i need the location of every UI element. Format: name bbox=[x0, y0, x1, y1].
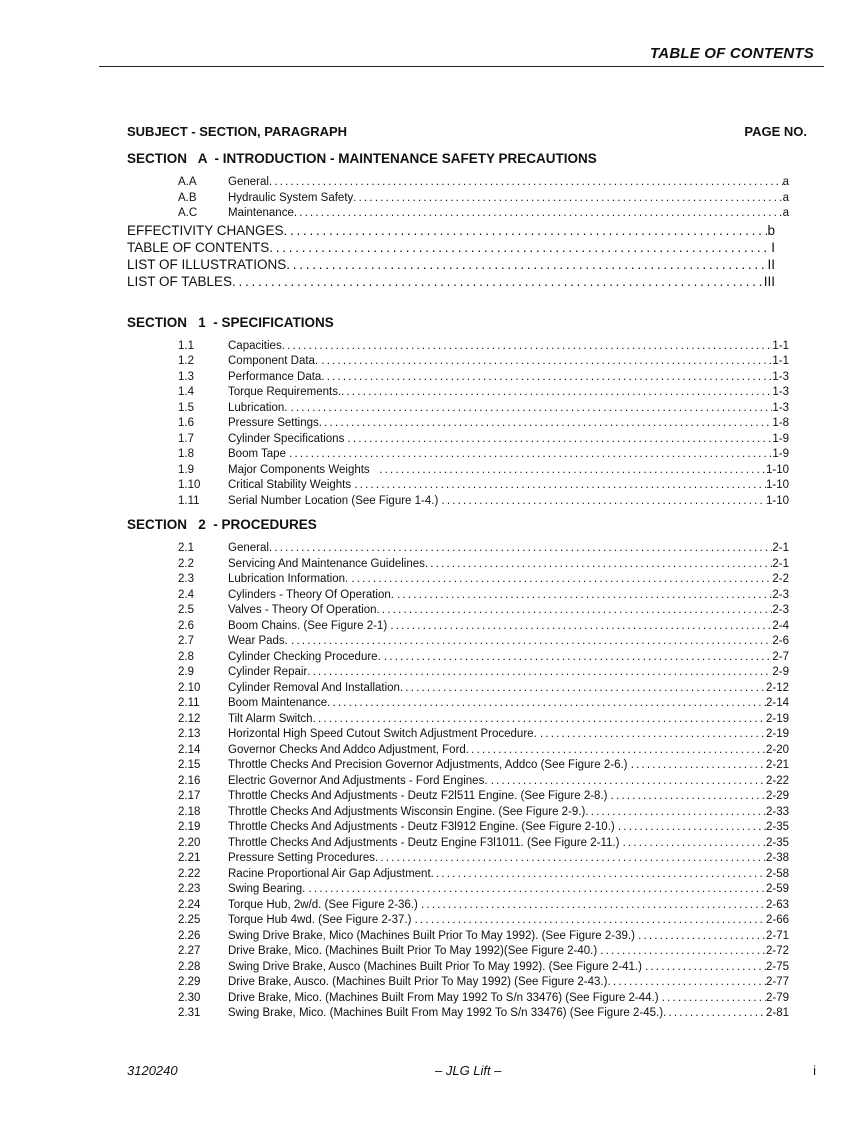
toc-entry-page: a bbox=[782, 191, 789, 204]
dot-leader bbox=[269, 239, 771, 256]
dot-leader bbox=[351, 572, 772, 588]
toc-entry[interactable] bbox=[127, 960, 789, 976]
section-1-heading: SECTION 1 - SPECIFICATIONS bbox=[127, 314, 334, 330]
toc-entry-page: 2-21 bbox=[765, 759, 789, 771]
toc-entry-page: III bbox=[763, 273, 775, 289]
toc-entry-page: 2-7 bbox=[772, 650, 789, 663]
toc-entry-number: 2.2 bbox=[178, 557, 194, 570]
toc-entry[interactable] bbox=[127, 339, 789, 355]
header-title: TABLE OF CONTENTS bbox=[650, 45, 814, 62]
dot-leader bbox=[284, 222, 768, 239]
toc-entry[interactable] bbox=[127, 206, 789, 222]
toc-entry-label: LIST OF TABLES bbox=[127, 273, 233, 289]
dot-leader bbox=[611, 789, 766, 805]
section-a-items bbox=[127, 175, 807, 222]
column-headings bbox=[127, 124, 807, 140]
page-column-heading: PAGE NO. bbox=[744, 124, 807, 139]
toc-entry[interactable] bbox=[127, 401, 789, 417]
toc-entry-page: 2-6 bbox=[772, 635, 789, 647]
toc-front-matter-entry[interactable] bbox=[127, 273, 775, 290]
toc-entry-number: 2.29 bbox=[178, 976, 201, 988]
toc-entry-number: 2.28 bbox=[178, 960, 201, 973]
toc-entry[interactable] bbox=[127, 432, 789, 448]
toc-entry-number: 2.6 bbox=[178, 619, 194, 632]
toc-entry-number: 1.6 bbox=[178, 417, 194, 429]
toc-entry-label: Torque Requirements. bbox=[228, 386, 342, 398]
toc-entry-page: 1-9 bbox=[772, 432, 789, 445]
toc-entry-label: Cylinder Removal And Installation bbox=[228, 681, 400, 694]
dot-leader bbox=[645, 960, 766, 976]
toc-entry-page: 2-81 bbox=[765, 1007, 789, 1019]
document-number: 3120240 bbox=[127, 1063, 178, 1078]
dot-leader bbox=[341, 385, 772, 401]
dot-leader bbox=[491, 774, 766, 790]
toc-entry-number: 2.20 bbox=[178, 836, 201, 849]
toc-entry-label: Boom Chains. (See Figure 2-1) bbox=[228, 619, 391, 632]
toc-entry[interactable] bbox=[127, 696, 789, 712]
toc-entry-page: 2-9 bbox=[772, 666, 789, 678]
toc-entry-number: A.B bbox=[178, 191, 197, 204]
toc-entry-label: Throttle Checks And Adjustments - Deutz Engine F3l1011. (See Figure 2-11.) bbox=[228, 836, 623, 849]
toc-entry[interactable] bbox=[127, 416, 789, 432]
toc-entry-number: 1.4 bbox=[178, 386, 194, 398]
toc-entry[interactable] bbox=[127, 944, 789, 960]
dot-leader bbox=[269, 541, 772, 557]
dot-leader bbox=[638, 929, 766, 945]
toc-entry-page: 2-2 bbox=[772, 573, 789, 585]
toc-entry-label: Cylinder Specifications bbox=[228, 432, 348, 445]
toc-entry-number: 1.9 bbox=[178, 463, 194, 476]
toc-entry-page: 2-38 bbox=[765, 852, 789, 864]
toc-entry-page: 2-19 bbox=[765, 728, 789, 740]
dot-leader bbox=[294, 206, 783, 222]
dot-leader bbox=[662, 991, 766, 1007]
toc-entry-page: II bbox=[767, 256, 775, 272]
toc-entry[interactable] bbox=[127, 681, 789, 697]
toc-entry-number: 2.4 bbox=[178, 588, 194, 601]
toc-entry-label: Drive Brake, Mico. (Machines Built Prior To May 1992)(See Figure 2-40.) bbox=[228, 945, 601, 957]
toc-entry-number: 2.23 bbox=[178, 883, 201, 895]
toc-entry-label: Pressure Setting Procedures bbox=[228, 852, 376, 864]
toc-entry[interactable] bbox=[127, 665, 789, 681]
header-divider bbox=[99, 66, 824, 67]
toc-entry-number: 1.3 bbox=[178, 370, 194, 383]
toc-entry-label: Swing Brake, Mico. (Machines Built From May 1992 To S/n 33476) (See Figure 2-45.) bbox=[228, 1007, 664, 1019]
toc-entry-label: General bbox=[228, 176, 269, 188]
toc-entry-label: Capacities bbox=[228, 339, 282, 352]
toc-entry-number: 2.9 bbox=[178, 666, 194, 678]
dot-leader bbox=[623, 836, 766, 852]
toc-entry-number: 2.24 bbox=[178, 898, 201, 911]
toc-entry[interactable] bbox=[127, 354, 789, 370]
toc-entry-label: LIST OF ILLUSTRATIONS bbox=[127, 256, 287, 272]
dot-leader bbox=[466, 743, 766, 759]
toc-entry-label: Racine Proportional Air Gap Adjustment bbox=[228, 867, 431, 880]
toc-entry-number: 1.2 bbox=[178, 355, 194, 367]
toc-entry-number: 1.7 bbox=[178, 432, 194, 445]
toc-entry[interactable] bbox=[127, 634, 789, 650]
toc-entry[interactable] bbox=[127, 385, 789, 401]
toc-entry-page: 1-3 bbox=[772, 386, 789, 398]
toc-entry-label: Cylinders - Theory Of Operation. bbox=[228, 588, 398, 601]
toc-entry-label: Lubrication Information. bbox=[228, 573, 352, 585]
toc-entry-label: Wear Pads. bbox=[228, 635, 292, 647]
toc-entry-number: 1.5 bbox=[178, 401, 194, 414]
toc-entry-label: Valves - Theory Of Operation bbox=[228, 604, 377, 616]
toc-entry-number: 1.8 bbox=[178, 448, 194, 460]
toc-entry[interactable] bbox=[127, 463, 789, 479]
toc-entry[interactable] bbox=[127, 789, 789, 805]
toc-entry-number: 1.1 bbox=[178, 339, 194, 352]
toc-entry-label: Component Data. bbox=[228, 355, 322, 367]
toc-entry-page: 2-79 bbox=[765, 991, 789, 1004]
toc-entry-page: 1-10 bbox=[765, 494, 789, 507]
toc-entry-number: 2.1 bbox=[178, 542, 194, 554]
toc-entry-number: 2.16 bbox=[178, 774, 201, 787]
toc-entry[interactable] bbox=[127, 1006, 789, 1022]
dot-leader bbox=[321, 370, 772, 386]
toc-entry[interactable] bbox=[127, 447, 789, 463]
dot-leader bbox=[415, 913, 766, 929]
toc-front-matter-entry[interactable] bbox=[127, 239, 775, 256]
toc-entry-page: a bbox=[782, 176, 789, 188]
toc-entry-label: Performance Data bbox=[228, 370, 322, 383]
toc-entry-label: Major Components Weights bbox=[228, 463, 380, 476]
toc-entry[interactable] bbox=[127, 898, 789, 914]
dot-leader bbox=[377, 603, 773, 619]
dot-leader bbox=[307, 665, 772, 681]
toc-entry-label: Pressure Settings bbox=[228, 417, 319, 429]
toc-entry[interactable] bbox=[127, 774, 789, 790]
dot-leader bbox=[291, 634, 772, 650]
dot-leader bbox=[607, 975, 766, 991]
dot-leader bbox=[379, 463, 766, 479]
toc-entry-label: Critical Stability Weights bbox=[228, 479, 355, 491]
toc-entry[interactable] bbox=[127, 191, 789, 207]
toc-entry-page: I bbox=[771, 239, 775, 255]
dot-leader bbox=[321, 354, 772, 370]
toc-entry[interactable] bbox=[127, 175, 789, 191]
toc-entry-label: Maintenance bbox=[228, 207, 294, 219]
dot-leader bbox=[384, 650, 772, 666]
toc-entry-number: 2.31 bbox=[178, 1007, 201, 1019]
toc-entry-page: 2-77 bbox=[765, 976, 789, 988]
toc-body bbox=[127, 124, 807, 1022]
toc-entry[interactable] bbox=[127, 758, 789, 774]
toc-entry-page: b bbox=[767, 222, 775, 238]
toc-entry-number: 1.10 bbox=[178, 479, 201, 491]
toc-entry-number: 2.7 bbox=[178, 635, 194, 647]
toc-entry-label: Lubrication. bbox=[228, 401, 291, 414]
toc-entry-number: 2.10 bbox=[178, 681, 201, 694]
toc-entry-label: Cylinder Checking Procedure. bbox=[228, 650, 384, 663]
toc-entry-number: 2.27 bbox=[178, 945, 201, 957]
dot-leader bbox=[631, 758, 766, 774]
toc-entry-page: 2-33 bbox=[765, 805, 789, 818]
toc-entry-page: 1-3 bbox=[772, 401, 789, 414]
toc-entry[interactable] bbox=[127, 712, 789, 728]
toc-entry-page: 2-72 bbox=[765, 945, 789, 957]
toc-entry-page: 2-4 bbox=[772, 619, 789, 632]
toc-front-matter-entry[interactable] bbox=[127, 222, 775, 239]
toc-entry-number: 2.13 bbox=[178, 728, 201, 740]
toc-entry-label: Swing Drive Brake, Ausco (Machines Built Prior To May 1992). (See Figure 2-41.) bbox=[228, 960, 646, 973]
dot-leader bbox=[327, 696, 766, 712]
toc-entry-label: Throttle Checks And Adjustments - Deutz F3l912 Engine. (See Figure 2-10.) bbox=[228, 821, 618, 833]
dot-leader bbox=[400, 681, 766, 697]
toc-entry[interactable] bbox=[127, 370, 789, 386]
dot-leader bbox=[397, 588, 772, 604]
toc-entry-label: Servicing And Maintenance Guidelines bbox=[228, 557, 425, 570]
dot-leader bbox=[319, 416, 773, 432]
front-matter-items bbox=[127, 222, 807, 290]
toc-entry[interactable] bbox=[127, 588, 789, 604]
toc-entry-number: 2.21 bbox=[178, 852, 201, 864]
toc-entry-label: Torque Hub 4wd. (See Figure 2-37.) bbox=[228, 914, 415, 926]
toc-entry-page: 1-10 bbox=[765, 463, 789, 476]
toc-entry-page: 2-14 bbox=[765, 697, 789, 709]
toc-entry-page: 2-19 bbox=[765, 712, 789, 725]
toc-entry-label: Serial Number Location (See Figure 1-4.) bbox=[228, 494, 442, 507]
toc-entry[interactable] bbox=[127, 882, 789, 898]
dot-leader bbox=[286, 256, 767, 273]
toc-entry[interactable] bbox=[127, 929, 789, 945]
toc-entry[interactable] bbox=[127, 836, 789, 852]
toc-entry-page: 2-12 bbox=[765, 681, 789, 694]
toc-entry-number: 2.5 bbox=[178, 604, 194, 616]
toc-entry-number: 2.19 bbox=[178, 821, 201, 833]
toc-entry-number: 2.22 bbox=[178, 867, 201, 880]
toc-entry[interactable] bbox=[127, 975, 789, 991]
dot-leader bbox=[600, 944, 766, 960]
toc-entry-page: 2-71 bbox=[765, 929, 789, 942]
toc-entry-page: 2-35 bbox=[765, 821, 789, 833]
toc-entry-label: Electric Governor And Adjustments - Ford Engines. bbox=[228, 774, 491, 787]
toc-entry-label: General bbox=[228, 542, 269, 554]
toc-entry-page: 1-9 bbox=[772, 448, 789, 460]
dot-leader bbox=[431, 867, 766, 883]
dot-leader bbox=[353, 191, 782, 207]
toc-entry[interactable] bbox=[127, 820, 789, 836]
brand-name: – JLG Lift – bbox=[435, 1063, 502, 1078]
toc-entry-page: 2-66 bbox=[765, 914, 789, 926]
toc-entry[interactable] bbox=[127, 867, 789, 883]
dot-leader bbox=[442, 494, 766, 510]
toc-entry[interactable] bbox=[127, 913, 789, 929]
toc-entry-label: Cylinder Repair bbox=[228, 666, 308, 678]
dot-leader bbox=[663, 1006, 766, 1022]
dot-leader bbox=[291, 401, 773, 417]
toc-entry-label: Drive Brake, Mico. (Machines Built From May 1992 To S/n 33476) (See Figure 2-44.) bbox=[228, 991, 662, 1004]
toc-entry[interactable] bbox=[127, 572, 789, 588]
toc-entry-number: 2.11 bbox=[178, 697, 200, 709]
dot-leader bbox=[540, 727, 766, 743]
toc-entry-number: 2.8 bbox=[178, 650, 194, 663]
toc-entry-number: 2.12 bbox=[178, 712, 201, 725]
toc-entry-page: 1-8 bbox=[772, 417, 789, 429]
toc-entry[interactable] bbox=[127, 650, 789, 666]
toc-entry-page: 2-29 bbox=[765, 790, 789, 802]
dot-leader bbox=[421, 898, 766, 914]
toc-entry-label: EFFECTIVITY CHANGES bbox=[127, 222, 284, 238]
toc-entry-label: Throttle Checks And Adjustments - Deutz F2l511 Engine. (See Figure 2-8.) bbox=[228, 790, 611, 802]
toc-entry[interactable] bbox=[127, 743, 789, 759]
toc-entry[interactable] bbox=[127, 851, 789, 867]
toc-entry-page: 2-3 bbox=[772, 588, 789, 601]
toc-entry-number: A.A bbox=[178, 176, 197, 188]
toc-entry-number: 2.25 bbox=[178, 914, 201, 926]
dot-leader bbox=[425, 557, 772, 573]
toc-entry-label: Horizontal High Speed Cutout Switch Adjustment Procedure. bbox=[228, 728, 540, 740]
dot-leader bbox=[390, 619, 772, 635]
toc-entry-page: 2-63 bbox=[765, 898, 789, 911]
toc-entry-number: 2.3 bbox=[178, 573, 194, 585]
toc-entry-page: 2-35 bbox=[765, 836, 789, 849]
subject-column-heading: SUBJECT - SECTION, PARAGRAPH bbox=[127, 124, 348, 139]
toc-entry-number: A.C bbox=[178, 207, 198, 219]
toc-entry-page: 1-10 bbox=[765, 479, 789, 491]
page-number: i bbox=[813, 1063, 816, 1078]
toc-entry[interactable] bbox=[127, 478, 789, 494]
toc-entry-label: Tilt Alarm Switch bbox=[228, 712, 313, 725]
toc-entry-page: 2-3 bbox=[772, 604, 789, 616]
toc-entry[interactable] bbox=[127, 494, 789, 510]
toc-entry-number: 2.15 bbox=[178, 759, 201, 771]
section-2-heading: SECTION 2 - PROCEDURES bbox=[127, 517, 317, 532]
toc-entry[interactable] bbox=[127, 727, 789, 743]
toc-entry-label: Governor Checks And Addco Adjustment, Ford bbox=[228, 743, 466, 756]
page-footer bbox=[127, 1063, 816, 1079]
dot-leader bbox=[585, 805, 766, 821]
toc-entry-page: 2-22 bbox=[765, 774, 789, 787]
dot-leader bbox=[289, 447, 772, 463]
toc-entry-label: Boom Tape bbox=[228, 448, 290, 460]
toc-entry-page: 1-3 bbox=[772, 370, 789, 383]
toc-entry-number: 2.26 bbox=[178, 929, 201, 942]
toc-entry-page: 2-1 bbox=[772, 542, 789, 554]
toc-entry-page: 1-1 bbox=[772, 355, 789, 367]
toc-entry-page: 2-75 bbox=[765, 960, 789, 973]
toc-entry-label: TABLE OF CONTENTS bbox=[127, 239, 270, 255]
toc-entry[interactable] bbox=[127, 603, 789, 619]
dot-leader bbox=[232, 273, 764, 290]
toc-entry[interactable] bbox=[127, 991, 789, 1007]
section-2-items bbox=[127, 541, 807, 1022]
section-1-items bbox=[127, 339, 807, 510]
toc-entry[interactable] bbox=[127, 557, 789, 573]
toc-entry-page: 2-1 bbox=[772, 557, 789, 570]
toc-front-matter-entry[interactable] bbox=[127, 256, 775, 273]
toc-entry[interactable] bbox=[127, 541, 789, 557]
section-a-heading: SECTION A - INTRODUCTION - MAINTENANCE SAFETY PRECAUTIONS bbox=[127, 151, 597, 166]
toc-entry-label: Throttle Checks And Adjustments Wisconsin Engine. (See Figure 2-9.) bbox=[228, 805, 586, 818]
toc-entry[interactable] bbox=[127, 805, 789, 821]
toc-entry-label: Swing Drive Brake, Mico (Machines Built Prior To May 1992). (See Figure 2-39.) bbox=[228, 929, 639, 942]
toc-entry-label: Swing Bearing. bbox=[228, 883, 309, 895]
toc-entry-label: Torque Hub, 2w/d. (See Figure 2-36.) bbox=[228, 898, 422, 911]
dot-leader bbox=[375, 851, 766, 867]
toc-entry-label: Hydraulic System Safety bbox=[228, 191, 354, 204]
dot-leader bbox=[282, 339, 773, 355]
dot-leader bbox=[269, 175, 783, 191]
toc-entry-page: 2-59 bbox=[765, 883, 789, 895]
toc-entry-page: a bbox=[782, 207, 789, 219]
dot-leader bbox=[348, 432, 773, 448]
toc-entry-page: 2-58 bbox=[765, 867, 789, 880]
toc-entry-page: 2-20 bbox=[765, 743, 789, 756]
dot-leader bbox=[313, 712, 766, 728]
toc-entry-number: 2.17 bbox=[178, 790, 201, 802]
toc-entry-number: 1.11 bbox=[178, 494, 200, 507]
toc-entry-label: Drive Brake, Ausco. (Machines Built Prior To May 1992) (See Figure 2-43.) bbox=[228, 976, 608, 988]
toc-entry-label: Boom Maintenance bbox=[228, 697, 328, 709]
toc-entry-number: 2.30 bbox=[178, 991, 201, 1004]
toc-entry-number: 2.14 bbox=[178, 743, 201, 756]
toc-entry-page: 1-1 bbox=[772, 339, 789, 352]
dot-leader bbox=[618, 820, 766, 836]
dot-leader bbox=[354, 478, 766, 494]
toc-entry-number: 2.18 bbox=[178, 805, 201, 818]
toc-entry-label: Throttle Checks And Precision Governor Adjustments, Addco (See Figure 2-6.) bbox=[228, 759, 631, 771]
dot-leader bbox=[309, 882, 766, 898]
toc-entry[interactable] bbox=[127, 619, 789, 635]
